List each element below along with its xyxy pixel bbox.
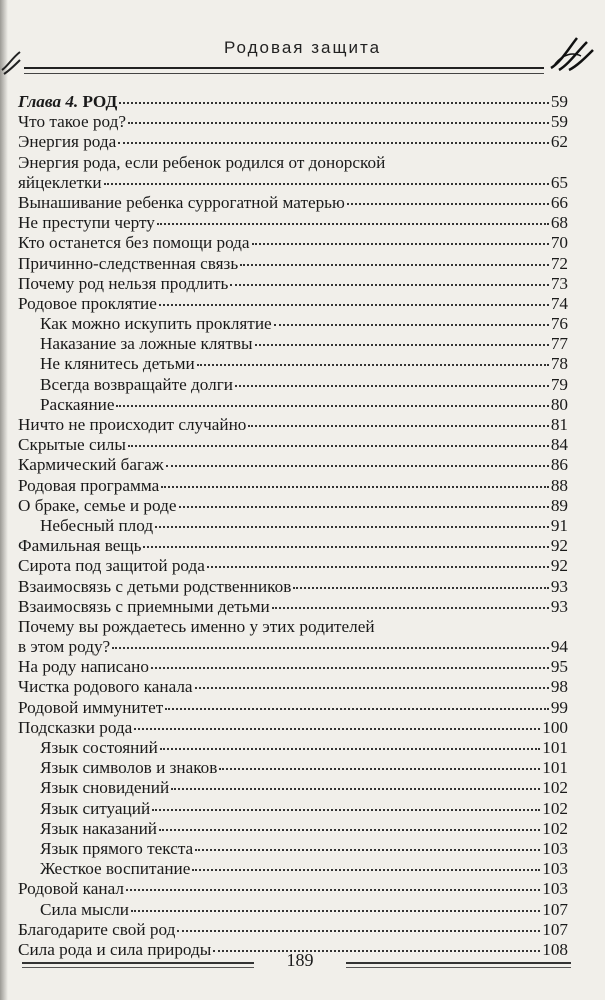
toc-entry-page: 93 xyxy=(550,576,568,596)
dot-leader xyxy=(157,223,549,225)
toc-entry-page: 98 xyxy=(550,677,568,697)
toc-entry-title: Небесный плод xyxy=(40,515,154,535)
dot-leader xyxy=(197,364,549,366)
dot-leader xyxy=(126,889,540,891)
dot-leader xyxy=(128,122,549,124)
toc-entry-title: Родовой канал xyxy=(18,879,124,899)
toc-entry-title: Сила рода и сила природы xyxy=(18,939,212,959)
toc-entry-page: 108 xyxy=(542,939,568,959)
toc-entry xyxy=(18,677,568,697)
toc-entry-title: Не клянитесь детьми xyxy=(40,354,195,374)
toc-entry xyxy=(18,112,568,132)
toc-entry xyxy=(18,778,568,798)
toc-entry-title: Всегда возвращайте долги xyxy=(40,374,233,394)
toc-entry-title: Жесткое воспитание xyxy=(40,859,191,879)
dot-leader xyxy=(151,667,549,669)
dot-leader xyxy=(255,344,549,346)
toc-entry-title: Сила мысли xyxy=(40,899,129,919)
toc-entry-title: Взаимосвязь с приемными детьми xyxy=(18,596,270,616)
dot-leader xyxy=(119,102,549,104)
dot-leader xyxy=(118,142,549,144)
toc-entry xyxy=(18,859,568,879)
toc-entry xyxy=(18,496,568,516)
dot-leader xyxy=(159,829,540,831)
dot-leader xyxy=(116,405,548,407)
toc-entry-page: 80 xyxy=(550,394,568,414)
dot-leader xyxy=(112,647,549,649)
toc-entry-page: 92 xyxy=(550,536,568,556)
dot-leader xyxy=(128,445,549,447)
toc-entry-page: 77 xyxy=(550,334,568,354)
toc-entry-page: 91 xyxy=(550,515,568,535)
toc-entry-page: 59 xyxy=(550,112,568,132)
toc-entry-title: Чистка родового канала xyxy=(18,677,193,697)
toc-entry-page: 92 xyxy=(550,556,568,576)
toc-entry-page: 95 xyxy=(550,657,568,677)
toc-entry-page: 101 xyxy=(542,738,568,757)
toc-entry xyxy=(18,516,568,536)
toc-entry xyxy=(18,153,568,193)
header-rule xyxy=(24,67,544,74)
toc-entry xyxy=(18,395,568,415)
toc-entry-page: 81 xyxy=(550,415,568,434)
toc-entry xyxy=(18,274,568,294)
toc-entry-page: 94 xyxy=(550,637,568,657)
toc-entry-title-line2: в этом роду? xyxy=(18,637,111,657)
toc-entry-page: 78 xyxy=(550,354,568,374)
toc-entry-title: Сирота под защитой рода xyxy=(18,556,205,576)
toc-entry xyxy=(18,233,568,253)
toc-entry-title: Вынашивание ребенка суррогатной матерью xyxy=(18,192,345,212)
toc-entry-title: Язык состояний xyxy=(40,738,158,757)
toc-entry-page: 89 xyxy=(550,495,568,515)
toc-entry xyxy=(18,597,568,617)
toc-entry xyxy=(18,657,568,677)
dot-leader xyxy=(248,425,548,427)
toc-entry xyxy=(18,577,568,597)
toc-entry-page: 99 xyxy=(550,697,568,717)
toc-entry xyxy=(18,799,568,819)
toc-entry-page: 93 xyxy=(550,596,568,616)
toc-entry-title: Фамильная вещь xyxy=(18,536,142,556)
toc-entry xyxy=(18,617,568,657)
toc-entry xyxy=(18,334,568,354)
toc-entry-page: 84 xyxy=(550,435,568,455)
toc-entry-title: Взаимосвязь с детьми родственников xyxy=(18,576,292,596)
toc-entry-page: 107 xyxy=(542,919,568,939)
dot-leader xyxy=(161,486,549,488)
toc-entry xyxy=(18,556,568,576)
toc-entry-page: 66 xyxy=(550,192,568,212)
dot-leader xyxy=(252,243,549,245)
dot-leader xyxy=(179,506,549,508)
toc-entry-title: На роду написано xyxy=(18,657,149,677)
dot-leader xyxy=(159,304,549,306)
toc-entry-page: 100 xyxy=(542,717,568,737)
dot-leader xyxy=(230,284,548,286)
toc-entry-page: 103 xyxy=(542,859,568,879)
toc-entry-title: Наказание за ложные клятвы xyxy=(40,334,253,354)
dot-leader xyxy=(195,849,540,851)
chapter-title: РОД xyxy=(82,92,118,111)
dot-leader xyxy=(274,324,549,326)
dot-leader xyxy=(160,748,540,750)
dot-leader xyxy=(293,587,548,589)
floral-ornament-icon xyxy=(547,34,597,74)
toc-entry-title: Энергия рода xyxy=(18,132,117,152)
toc-entry-title: Не преступи черту xyxy=(18,213,155,233)
toc-entry-title-line1: Энергия рода, если ребенок родился от донорской xyxy=(18,152,386,172)
dot-leader xyxy=(131,910,540,912)
page-number: 189 xyxy=(286,950,314,970)
toc-entry xyxy=(18,354,568,374)
toc-entry-page: 70 xyxy=(550,233,568,253)
toc-entry-page: 102 xyxy=(542,818,568,838)
toc-entry-title: Причинно-следственная связь xyxy=(18,253,239,273)
toc-entry-title: Язык сновидений xyxy=(40,778,170,798)
toc-entry-title: Родовое проклятие xyxy=(18,293,157,313)
dot-leader xyxy=(195,687,549,689)
chapter-page: 59 xyxy=(550,92,568,111)
toc-entry-page: 86 xyxy=(550,455,568,475)
toc-entry-page: 65 xyxy=(550,172,568,192)
toc-entry-page: 107 xyxy=(542,899,568,919)
toc-entry xyxy=(18,375,568,395)
toc-entry-page: 103 xyxy=(542,838,568,858)
toc-entry xyxy=(18,213,568,233)
dot-leader xyxy=(240,264,549,266)
toc-entry xyxy=(18,819,568,839)
toc-entry-title: Кармический багаж xyxy=(18,455,164,475)
toc-entry xyxy=(18,254,568,274)
footer-rule-left xyxy=(22,962,254,968)
toc-entry-title: Язык наказаний xyxy=(40,818,158,838)
toc-entry-title: Скрытые силы xyxy=(18,435,126,455)
dot-leader xyxy=(155,526,549,528)
toc-entry xyxy=(18,314,568,334)
toc-entry-title: Почему род нельзя продлить xyxy=(18,273,229,293)
toc-entry xyxy=(18,718,568,738)
toc-entry-title: Родовая программа xyxy=(18,475,160,495)
toc-entry xyxy=(18,455,568,475)
toc-entry xyxy=(18,435,568,455)
toc-entry-page: 102 xyxy=(542,798,568,818)
toc-entry-title: Язык ситуаций xyxy=(40,798,151,818)
toc-entry-title: Кто останется без помощи рода xyxy=(18,233,250,253)
footer-rule-right xyxy=(346,962,571,968)
toc-entry-page: 68 xyxy=(550,213,568,233)
dot-leader xyxy=(235,385,549,387)
dot-leader xyxy=(104,183,549,185)
toc-entry-title: Язык символов и знаков xyxy=(40,758,218,778)
toc-entry xyxy=(18,476,568,496)
toc-entry xyxy=(18,698,568,718)
dot-leader xyxy=(134,728,540,730)
dot-leader xyxy=(272,607,549,609)
toc-entry-title: О браке, семье и роде xyxy=(18,495,177,515)
toc-entry xyxy=(18,132,568,152)
toc-entry-page: 72 xyxy=(550,253,568,273)
running-title: Родовая защита xyxy=(223,38,382,57)
running-header xyxy=(0,34,605,74)
toc-entry-page: 103 xyxy=(542,879,568,899)
toc-entry-page: 76 xyxy=(550,314,568,334)
toc-entry xyxy=(18,193,568,213)
toc-entry-page: 88 xyxy=(550,475,568,495)
toc-entry xyxy=(18,920,568,940)
running-footer xyxy=(0,950,605,980)
toc-entry-title: Как можно искупить проклятие xyxy=(40,314,272,334)
toc-entry-title: Ничто не происходит случайно xyxy=(18,415,247,434)
toc-entry-title: Язык прямого текста xyxy=(40,838,194,858)
toc-entry-title-line1: Почему вы рождаетесь именно у этих родителей xyxy=(18,616,375,636)
toc-entry-title: Что такое род? xyxy=(18,112,126,132)
toc-entry xyxy=(18,536,568,556)
toc-entry-title: Родовой иммунитет xyxy=(18,697,164,717)
toc-entry-title: Подсказки рода xyxy=(18,717,133,737)
toc-entry-title: Раскаяние xyxy=(40,394,115,414)
toc-entry-title: Благодарите свой род xyxy=(18,919,176,939)
toc-entry xyxy=(18,738,568,758)
chapter-label: Глава 4. xyxy=(18,92,79,111)
dot-leader xyxy=(347,203,549,205)
toc-entry xyxy=(18,879,568,899)
toc-entry xyxy=(18,415,568,435)
toc-entry-page: 74 xyxy=(550,293,568,313)
toc-entry-title-line2: яйцеклетки xyxy=(18,172,102,192)
toc-entry-page: 79 xyxy=(550,374,568,394)
dot-leader xyxy=(207,566,549,568)
toc-entry-page: 102 xyxy=(542,778,568,798)
toc-entry xyxy=(18,294,568,314)
dot-leader xyxy=(166,465,549,467)
toc-entry xyxy=(18,758,568,778)
toc-entry-page: 101 xyxy=(542,758,568,778)
toc-entry xyxy=(18,900,568,920)
toc-entry-page: 62 xyxy=(550,132,568,152)
table-of-contents xyxy=(18,92,568,960)
dot-leader xyxy=(192,869,540,871)
dot-leader xyxy=(177,930,540,932)
dot-leader xyxy=(219,768,540,770)
dot-leader xyxy=(165,708,549,710)
toc-entry-page: 73 xyxy=(550,273,568,293)
page-edge-shadow xyxy=(0,0,8,1000)
toc-chapter-heading xyxy=(18,92,568,112)
dot-leader xyxy=(171,788,540,790)
dot-leader xyxy=(143,546,548,548)
dot-leader xyxy=(152,809,540,811)
toc-entry xyxy=(18,839,568,859)
